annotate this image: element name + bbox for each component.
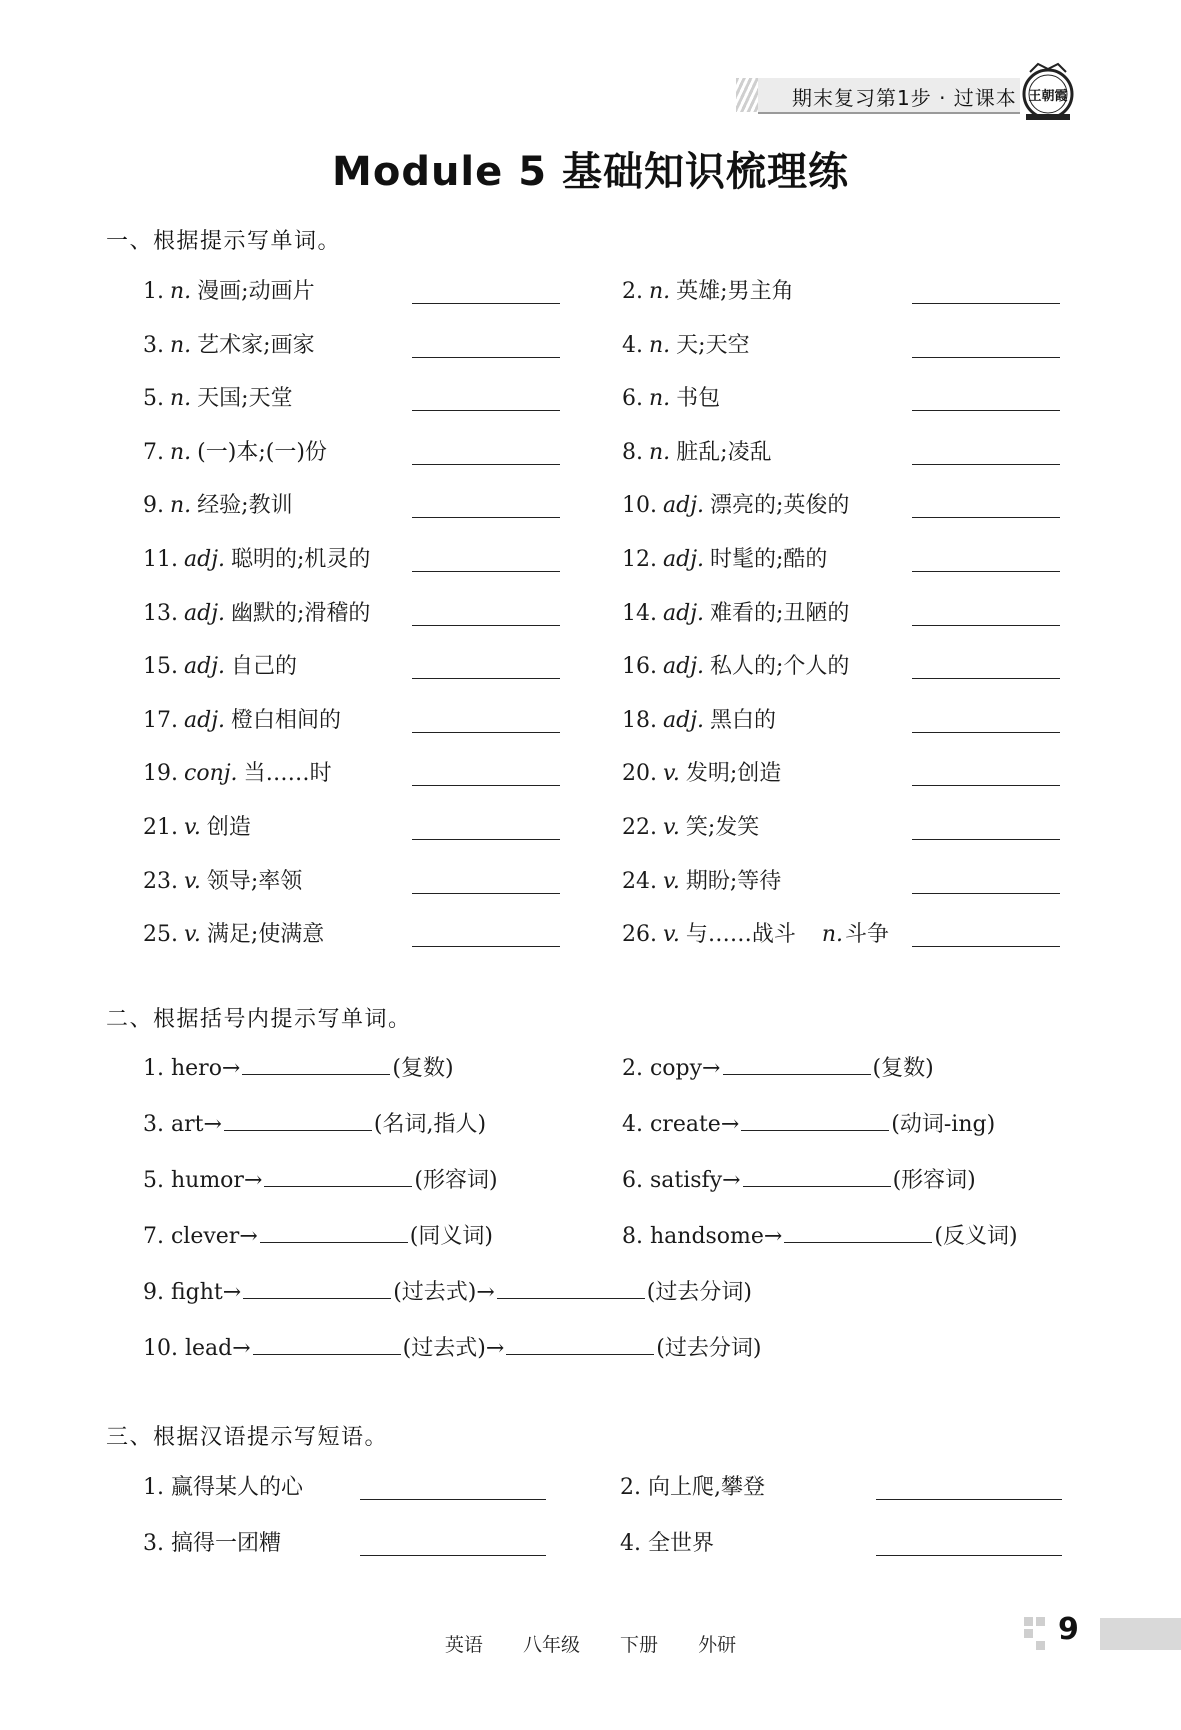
part-of-speech: adj. [184,601,226,626]
answer-blank[interactable] [412,839,560,840]
answer-blank[interactable] [412,678,560,679]
decor-square [1024,1617,1033,1626]
item-hint: 斗争 [845,922,890,947]
answer-blank[interactable] [412,571,560,572]
answer-blank[interactable] [412,625,560,626]
word-item [143,328,315,359]
answer-blank[interactable] [912,410,1060,411]
word-form-item [622,1163,976,1194]
item-prompt: 1. hero→ [143,1056,241,1081]
word-item [622,756,781,787]
part-of-speech: adj. [663,708,705,733]
answer-blank[interactable] [412,785,560,786]
footer [0,1630,1181,1657]
part-of-speech: n. [649,333,671,358]
word-item [622,328,750,359]
part-of-speech: n. [649,386,671,411]
part-of-speech: n. [170,440,192,465]
item-hint: (反义词) [934,1224,1018,1249]
part-of-speech: v. [663,761,680,786]
item-hint: (过去分词) [646,1280,752,1305]
answer-blank[interactable] [264,1185,412,1187]
section3-heading: 三、根据汉语提示写短语。 [106,1425,389,1450]
answer-blank[interactable] [912,517,1060,518]
word-item [622,917,889,948]
answer-blank[interactable] [224,1129,372,1131]
section1-heading: 一、根据提示写单词。 [106,229,342,254]
item-hint: 4. 全世界 [620,1531,714,1556]
item-hint: 时髦的;酷的 [710,547,828,572]
word-item [143,864,302,895]
part-of-speech: n. [170,493,192,518]
part-of-speech: n. [170,333,192,358]
footer-edition: 外研 [698,1634,737,1656]
answer-blank[interactable] [876,1499,1062,1500]
word-item [143,488,293,519]
word-item [143,756,332,787]
word-item [622,274,794,305]
item-number: 12. [622,547,657,572]
item-hint: (过去式)→ [393,1280,495,1305]
word-item [143,435,327,466]
answer-blank[interactable] [912,839,1060,840]
item-hint: (动词-ing) [891,1112,996,1137]
part-of-speech: n. [649,440,671,465]
item-number: 4. [622,333,643,358]
answer-blank[interactable] [912,625,1060,626]
item-hint: 黑白的 [710,708,777,733]
item-hint: (形容词) [892,1168,976,1193]
item-prompt: 10. lead→ [143,1336,251,1361]
answer-blank[interactable] [912,357,1060,358]
item-hint: 自己的 [231,654,298,679]
item-number: 11. [143,547,178,572]
part-of-speech: v. [663,869,680,894]
item-hint: 漂亮的;英俊的 [710,493,850,518]
header-text: 期末复习第1步 · 过课本 [792,86,1017,110]
footer-subject: 英语 [444,1634,483,1656]
word-item [622,435,772,466]
word-form-item [622,1107,995,1138]
word-item [143,703,341,734]
part-of-speech: adj. [184,547,226,572]
item-prompt: 4. create→ [622,1112,740,1137]
word-form-item [622,1219,1018,1250]
answer-blank[interactable] [412,410,560,411]
item-hint: 与……战斗 [685,922,796,947]
item-hint: 聪明的;机灵的 [231,547,371,572]
part-of-speech: conj. [184,761,238,786]
item-hint: (过去式)→ [402,1336,505,1361]
page-number-box [1100,1618,1181,1650]
item-hint: 满足;使满意 [206,922,325,947]
item-number: 7. [143,440,164,465]
item-number: 14. [622,601,657,626]
decor-square [1036,1617,1045,1626]
answer-blank[interactable] [912,571,1060,572]
part-of-speech: v. [184,922,201,947]
item-hint: (一)本;(一)份 [197,440,327,465]
item-prompt: 3. art→ [143,1112,222,1137]
answer-blank[interactable] [412,464,560,465]
word-item [143,596,370,627]
item-number: 18. [622,708,657,733]
word-item [622,542,827,573]
word-item [143,274,315,305]
word-item [143,542,370,573]
answer-blank[interactable] [412,303,560,304]
item-number: 9. [143,493,164,518]
item-number: 6. [622,386,643,411]
item-hint: (形容词) [414,1168,498,1193]
word-form-item [622,1051,934,1082]
page-number: 9 [1058,1612,1079,1647]
item-number: 24. [622,869,657,894]
item-hint: 漫画;动画片 [197,279,315,304]
item-prompt: 7. clever→ [143,1224,258,1249]
footer-grade: 八年级 [522,1634,580,1656]
word-form-item [143,1219,493,1250]
part-of-speech: n. [170,279,192,304]
item-hint: (复数) [392,1056,454,1081]
item-hint: 脏乱;凌乱 [676,440,772,465]
item-hint: 幽默的;滑稽的 [231,601,371,626]
word-item [143,917,324,948]
item-hint: 笑;发笑 [685,815,760,840]
word-item [622,864,781,895]
answer-blank[interactable] [723,1073,871,1075]
item-number: 13. [143,601,178,626]
word-item [622,649,849,680]
item-number: 23. [143,869,178,894]
phrase-item [143,1470,303,1501]
word-item [143,381,293,412]
item-number: 2. [622,279,643,304]
answer-blank[interactable] [912,785,1060,786]
answer-blank[interactable] [876,1555,1062,1556]
item-number: 20. [622,761,657,786]
word-item [143,649,297,680]
item-hint: (复数) [872,1056,934,1081]
part-of-speech: adj. [663,601,705,626]
decor-square [1024,1629,1033,1638]
item-hint: 期盼;等待 [685,869,782,894]
answer-blank[interactable] [912,303,1060,304]
item-number: 15. [143,654,178,679]
item-number: 17. [143,708,178,733]
answer-blank[interactable] [253,1353,401,1355]
answer-blank[interactable] [743,1185,891,1187]
phrase-item [620,1470,765,1501]
word-item [143,810,251,841]
answer-blank[interactable] [360,1499,546,1500]
answer-blank[interactable] [741,1129,889,1131]
answer-blank[interactable] [412,893,560,894]
logo-text: 王朝霞 [1028,89,1068,104]
part-of-speech: adj. [184,708,226,733]
item-prompt: 5. humor→ [143,1168,263,1193]
item-number: 1. [143,279,164,304]
part-of-speech: n. [821,922,843,947]
word-item [622,703,776,734]
item-prompt: 2. copy→ [622,1056,721,1081]
answer-blank[interactable] [912,464,1060,465]
item-prompt: 9. fight→ [143,1280,242,1305]
header-stripes [736,78,758,112]
answer-blank[interactable] [412,357,560,358]
item-number: 22. [622,815,657,840]
answer-blank[interactable] [912,893,1060,894]
item-hint: 难看的;丑陋的 [710,601,850,626]
item-number: 8. [622,440,643,465]
phrase-item [620,1526,714,1557]
answer-blank[interactable] [497,1297,645,1299]
word-item [622,596,849,627]
part-of-speech: adj. [663,654,705,679]
item-number: 3. [143,333,164,358]
part-of-speech: adj. [663,547,705,572]
part-of-speech: v. [663,922,680,947]
answer-blank[interactable] [912,946,1060,947]
item-hint: 创造 [206,815,251,840]
word-item [622,381,720,412]
answer-blank[interactable] [506,1353,654,1355]
word-form-item [143,1051,454,1082]
footer-volume: 下册 [620,1634,659,1656]
section2-heading: 二、根据括号内提示写单词。 [106,1007,412,1032]
item-number: 5. [143,386,164,411]
item-hint: (名词,指人) [373,1112,487,1137]
item-hint: (同义词) [409,1224,493,1249]
brand-logo [1020,60,1076,122]
answer-blank[interactable] [412,732,560,733]
part-of-speech: n. [649,279,671,304]
answer-blank[interactable] [912,732,1060,733]
item-hint: 2. 向上爬,攀登 [620,1475,765,1500]
page-title: Module 5 基础知识梳理练 [332,149,849,195]
item-hint: 领导;率领 [206,869,303,894]
item-number: 25. [143,922,178,947]
answer-blank[interactable] [242,1073,390,1075]
item-number: 21. [143,815,178,840]
item-number: 26. [622,922,657,947]
word-item [622,810,759,841]
item-hint: 经验;教训 [197,493,293,518]
item-number: 16. [622,654,657,679]
word-form-item [143,1331,761,1362]
part-of-speech: adj. [663,493,705,518]
answer-blank[interactable] [912,678,1060,679]
item-hint: 橙白相间的 [231,708,342,733]
item-hint: (过去分词) [656,1336,762,1361]
word-form-item [143,1163,498,1194]
item-hint: 英雄;男主角 [676,279,794,304]
item-hint: 3. 搞得一团糟 [143,1531,281,1556]
item-hint: 书包 [676,386,721,411]
item-hint: 当……时 [243,761,332,786]
part-of-speech: v. [184,869,201,894]
item-prompt: 6. satisfy→ [622,1168,741,1193]
item-number: 19. [143,761,178,786]
item-prompt: 8. handsome→ [622,1224,783,1249]
word-form-item [143,1107,486,1138]
answer-blank[interactable] [260,1241,408,1243]
answer-blank[interactable] [412,946,560,947]
part-of-speech: v. [184,815,201,840]
item-hint: 1. 赢得某人的心 [143,1475,303,1500]
answer-blank[interactable] [360,1555,546,1556]
word-form-item [143,1275,752,1306]
decor-square [1036,1641,1045,1650]
item-hint: 发明;创造 [685,761,782,786]
item-hint: 天;天空 [676,333,750,358]
part-of-speech: v. [663,815,680,840]
word-item [622,488,849,519]
header-bar [758,78,1020,114]
part-of-speech: adj. [184,654,226,679]
item-hint: 艺术家;画家 [197,333,315,358]
answer-blank[interactable] [243,1297,391,1299]
item-hint: 私人的;个人的 [710,654,850,679]
part-of-speech: n. [170,386,192,411]
answer-blank[interactable] [412,517,560,518]
item-hint: 天国;天堂 [197,386,293,411]
answer-blank[interactable] [784,1241,932,1243]
item-number: 10. [622,493,657,518]
phrase-item [143,1526,281,1557]
